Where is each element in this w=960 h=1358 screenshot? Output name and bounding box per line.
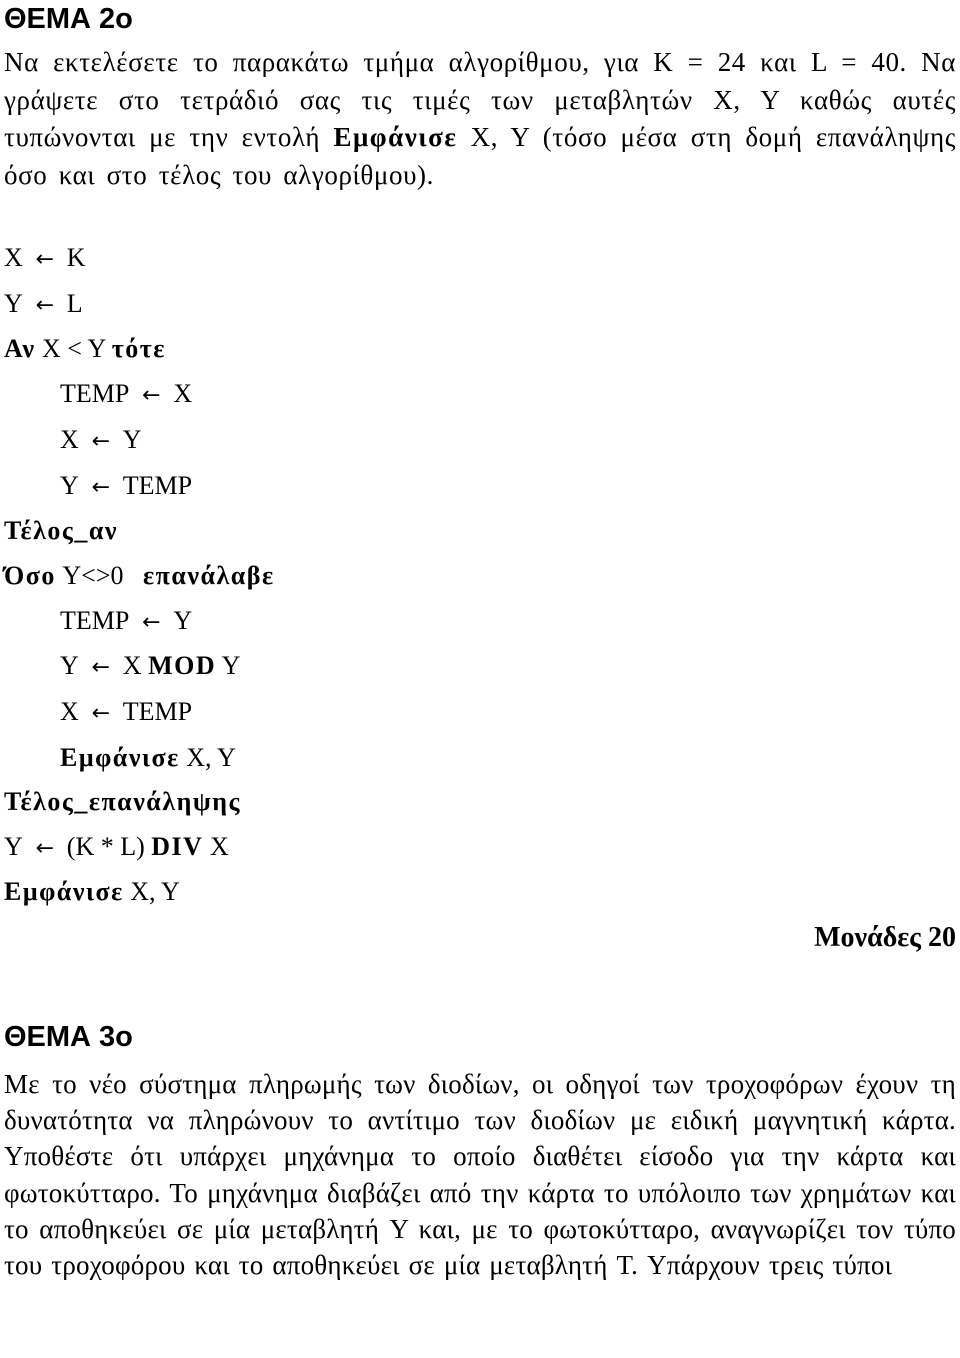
assign-arrow-icon: ← [91, 475, 110, 500]
code-line-2: Y ← L [4, 289, 83, 321]
code-line-11: X ← TEMP [60, 697, 192, 729]
intro-text-a: Να εκτελέσετε το παρακάτω τμήμα αλγορίθμου, για Κ = 24 και L = 40. Να γράψετε στο τετράδιό σας τις τιμές των μεταβλητών X, Y καθώς αυτές τυπώνονται με την εντολή [4, 47, 956, 152]
assign-arrow-icon: ← [142, 383, 161, 408]
theme-2-title: ΘΕΜΑ 2ο [4, 3, 133, 35]
assign-arrow-icon: ← [35, 836, 54, 861]
assign-arrow-icon: ← [35, 247, 54, 272]
code-line-1: X ← K [4, 243, 86, 275]
code-line-3: Αν X < Y τότε [4, 334, 166, 363]
theme-3-text-2: Το μηχάνημα διαβάζει από την κάρτα το υπόλοιπο των χρημάτων και το αποθηκεύει σε μία μεταβλητή Y και, με το φωτοκύτταρο, αναγνωρίζει τον τύπο του τροχοφόρου και το αποθηκεύει σε μία μεταβλητή T. Υπάρχουν τρεις τύποι [4, 1177, 957, 1281]
intro-text-b: X, Y (τόσο μέσα στη δομή επανάληψης όσο και στο τέλος του αλγορίθμου). [4, 122, 957, 190]
assign-arrow-icon: ← [91, 701, 110, 726]
marks-label: Μονάδες 20 [814, 922, 956, 953]
code-line-15: Εμφάνισε X, Y [4, 877, 180, 906]
code-line-13: Τέλος_επανάληψης [4, 787, 241, 816]
theme-2-intro [4, 44, 956, 194]
intro-keyword: Εμφάνισε [333, 122, 458, 152]
code-line-5: X ← Y [60, 425, 142, 457]
assign-arrow-icon: ← [91, 655, 110, 680]
code-line-9: TEMP ← Y [60, 606, 192, 638]
code-line-8: Όσο Y<>0 επανάλαβε [4, 561, 275, 590]
code-line-12: Εμφάνισε X, Y [60, 743, 236, 772]
code-line-4: TEMP ← X [60, 379, 192, 411]
assign-arrow-icon: ← [35, 293, 54, 318]
code-line-7: Τέλος_αν [4, 516, 118, 545]
assign-arrow-icon: ← [91, 429, 110, 454]
code-line-10: Y ← X MOD Y [60, 651, 240, 683]
code-line-14: Y ← (K * L) DIV X [4, 832, 229, 864]
theme-3-text-1: Με το νέο σύστημα πληρωμής των διοδίων, οι οδηγοί των τροχοφόρων έχουν τη δυνατότητα να πληρώνουν το αντίτιμο των διοδίων με ειδική μαγνητική κάρτα. Υποθέστε ότι υπάρχει μηχάνημα το οποίο διαθέτει είσοδο για την κάρτα και φωτοκύτταρο. [4, 1069, 956, 1208]
code-line-6: Y ← TEMP [60, 471, 192, 503]
theme-3-title: ΘΕΜΑ 3ο [4, 1021, 133, 1053]
theme-3-paragraph [4, 1066, 956, 1283]
assign-arrow-icon: ← [142, 610, 161, 635]
